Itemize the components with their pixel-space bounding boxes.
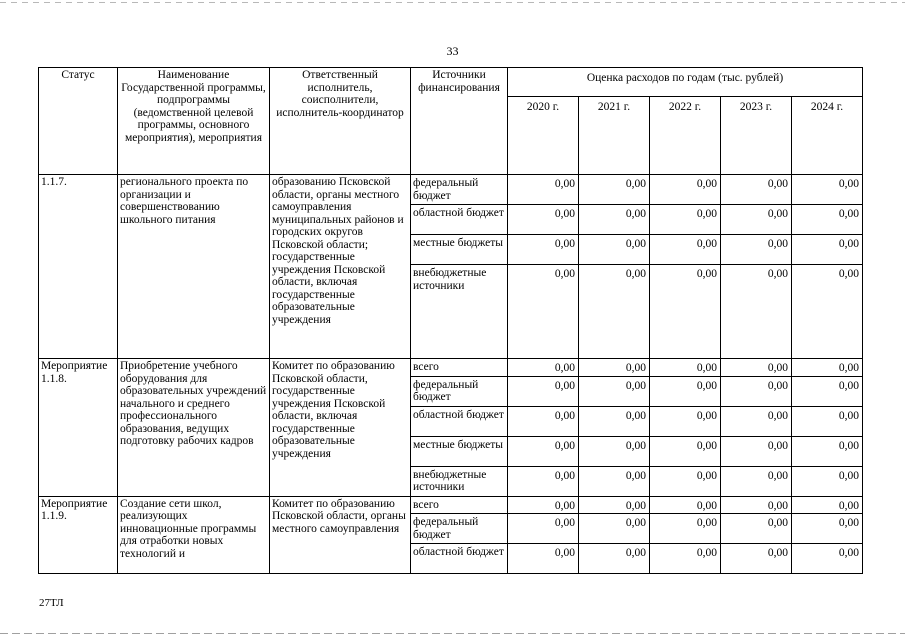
amount-cell: 0,00 bbox=[579, 359, 650, 377]
funding-source: всего bbox=[411, 496, 508, 514]
funding-source: областной бюджет bbox=[411, 406, 508, 436]
amount-cell: 0,00 bbox=[721, 544, 792, 574]
amount-cell: 0,00 bbox=[579, 175, 650, 205]
amount-cell: 0,00 bbox=[721, 376, 792, 406]
group-name: Приобретение учебного оборудования для образовательных учреждений начального и среднего профессионального образования, ведущих подготовку рабочих кадров bbox=[118, 359, 270, 497]
funding-source: федеральный бюджет bbox=[411, 514, 508, 544]
amount-cell: 0,00 bbox=[508, 466, 579, 496]
group-status: 1.1.7. bbox=[39, 175, 118, 359]
header-year: 2024 г. bbox=[792, 97, 863, 175]
amount-cell: 0,00 bbox=[579, 235, 650, 265]
amount-cell: 0,00 bbox=[792, 496, 863, 514]
funding-source: местные бюджеты bbox=[411, 436, 508, 466]
table-row bbox=[39, 359, 863, 377]
amount-cell: 0,00 bbox=[721, 205, 792, 235]
amount-cell: 0,00 bbox=[650, 235, 721, 265]
amount-cell: 0,00 bbox=[508, 205, 579, 235]
funding-source: местные бюджеты bbox=[411, 235, 508, 265]
group-name: регионального проекта по организации и совершенствованию школьного питания bbox=[118, 175, 270, 359]
amount-cell: 0,00 bbox=[721, 235, 792, 265]
amount-cell: 0,00 bbox=[650, 466, 721, 496]
amount-cell: 0,00 bbox=[650, 544, 721, 574]
header-estimate: Оценка расходов по годам (тыс. рублей) bbox=[508, 68, 863, 97]
amount-cell: 0,00 bbox=[508, 406, 579, 436]
amount-cell: 0,00 bbox=[508, 544, 579, 574]
group-responsible: образованию Псковской области, органы местного самоуправления муниципальных районов и городских округов Псковской области; государственные учреждения Псковской области, включая государственные образовательные учреждения bbox=[270, 175, 411, 359]
amount-cell: 0,00 bbox=[792, 544, 863, 574]
amount-cell: 0,00 bbox=[508, 265, 579, 359]
amount-cell: 0,00 bbox=[508, 235, 579, 265]
amount-cell: 0,00 bbox=[721, 514, 792, 544]
footer-code: 27ТЛ bbox=[39, 597, 64, 609]
funding-source: областной бюджет bbox=[411, 544, 508, 574]
funding-source: всего bbox=[411, 359, 508, 377]
amount-cell: 0,00 bbox=[508, 496, 579, 514]
amount-cell: 0,00 bbox=[721, 265, 792, 359]
funding-source: областной бюджет bbox=[411, 205, 508, 235]
amount-cell: 0,00 bbox=[650, 496, 721, 514]
amount-cell: 0,00 bbox=[579, 265, 650, 359]
group-status: Мероприятие 1.1.9. bbox=[39, 496, 118, 574]
amount-cell: 0,00 bbox=[579, 496, 650, 514]
header-responsible: Ответственный исполнитель, соисполнители, исполнитель-координатор bbox=[270, 68, 411, 175]
amount-cell: 0,00 bbox=[792, 175, 863, 205]
amount-cell: 0,00 bbox=[721, 436, 792, 466]
amount-cell: 0,00 bbox=[721, 406, 792, 436]
amount-cell: 0,00 bbox=[792, 514, 863, 544]
table-row bbox=[39, 175, 863, 205]
amount-cell: 0,00 bbox=[508, 376, 579, 406]
amount-cell: 0,00 bbox=[579, 436, 650, 466]
amount-cell: 0,00 bbox=[508, 514, 579, 544]
amount-cell: 0,00 bbox=[579, 406, 650, 436]
amount-cell: 0,00 bbox=[650, 175, 721, 205]
amount-cell: 0,00 bbox=[792, 466, 863, 496]
amount-cell: 0,00 bbox=[792, 376, 863, 406]
amount-cell: 0,00 bbox=[650, 205, 721, 235]
table-row bbox=[39, 496, 863, 514]
amount-cell: 0,00 bbox=[792, 265, 863, 359]
header-year: 2022 г. bbox=[650, 97, 721, 175]
amount-cell: 0,00 bbox=[508, 436, 579, 466]
amount-cell: 0,00 bbox=[792, 436, 863, 466]
header-name: Наименование Государственной программы, подпрограммы (ведомственной целевой программы, основного мероприятия), мероприятия bbox=[118, 68, 270, 175]
scan-top-edge bbox=[0, 2, 905, 3]
amount-cell: 0,00 bbox=[650, 436, 721, 466]
amount-cell: 0,00 bbox=[792, 406, 863, 436]
header-status: Статус bbox=[39, 68, 118, 175]
amount-cell: 0,00 bbox=[721, 175, 792, 205]
funding-source: внебюджетные источники bbox=[411, 265, 508, 359]
page-number: 33 bbox=[446, 44, 459, 58]
amount-cell: 0,00 bbox=[508, 359, 579, 377]
amount-cell: 0,00 bbox=[721, 466, 792, 496]
amount-cell: 0,00 bbox=[721, 496, 792, 514]
amount-cell: 0,00 bbox=[721, 359, 792, 377]
amount-cell: 0,00 bbox=[579, 205, 650, 235]
budget-table bbox=[38, 67, 863, 574]
amount-cell: 0,00 bbox=[650, 406, 721, 436]
group-status: Мероприятие 1.1.8. bbox=[39, 359, 118, 497]
funding-source: федеральный бюджет bbox=[411, 175, 508, 205]
group-responsible: Комитет по образованию Псковской области, государственные учреждения Псковской области, включая государственные образовательные учреждения bbox=[270, 359, 411, 497]
amount-cell: 0,00 bbox=[579, 514, 650, 544]
amount-cell: 0,00 bbox=[579, 466, 650, 496]
header-year: 2020 г. bbox=[508, 97, 579, 175]
header-year: 2023 г. bbox=[721, 97, 792, 175]
amount-cell: 0,00 bbox=[650, 376, 721, 406]
funding-source: внебюджетные источники bbox=[411, 466, 508, 496]
amount-cell: 0,00 bbox=[650, 265, 721, 359]
amount-cell: 0,00 bbox=[508, 175, 579, 205]
amount-cell: 0,00 bbox=[792, 205, 863, 235]
scan-bottom-edge bbox=[0, 633, 905, 634]
group-name: Создание сети школ, реализующих инновационные программы для отработки новых технологий и bbox=[118, 496, 270, 574]
amount-cell: 0,00 bbox=[579, 376, 650, 406]
amount-cell: 0,00 bbox=[650, 514, 721, 544]
amount-cell: 0,00 bbox=[792, 235, 863, 265]
header-year: 2021 г. bbox=[579, 97, 650, 175]
amount-cell: 0,00 bbox=[650, 359, 721, 377]
group-responsible: Комитет по образованию Псковской области, органы местного самоуправления bbox=[270, 496, 411, 574]
amount-cell: 0,00 bbox=[792, 359, 863, 377]
amount-cell: 0,00 bbox=[579, 544, 650, 574]
funding-source: федеральный бюджет bbox=[411, 376, 508, 406]
header-sources: Источники финансирования bbox=[411, 68, 508, 175]
